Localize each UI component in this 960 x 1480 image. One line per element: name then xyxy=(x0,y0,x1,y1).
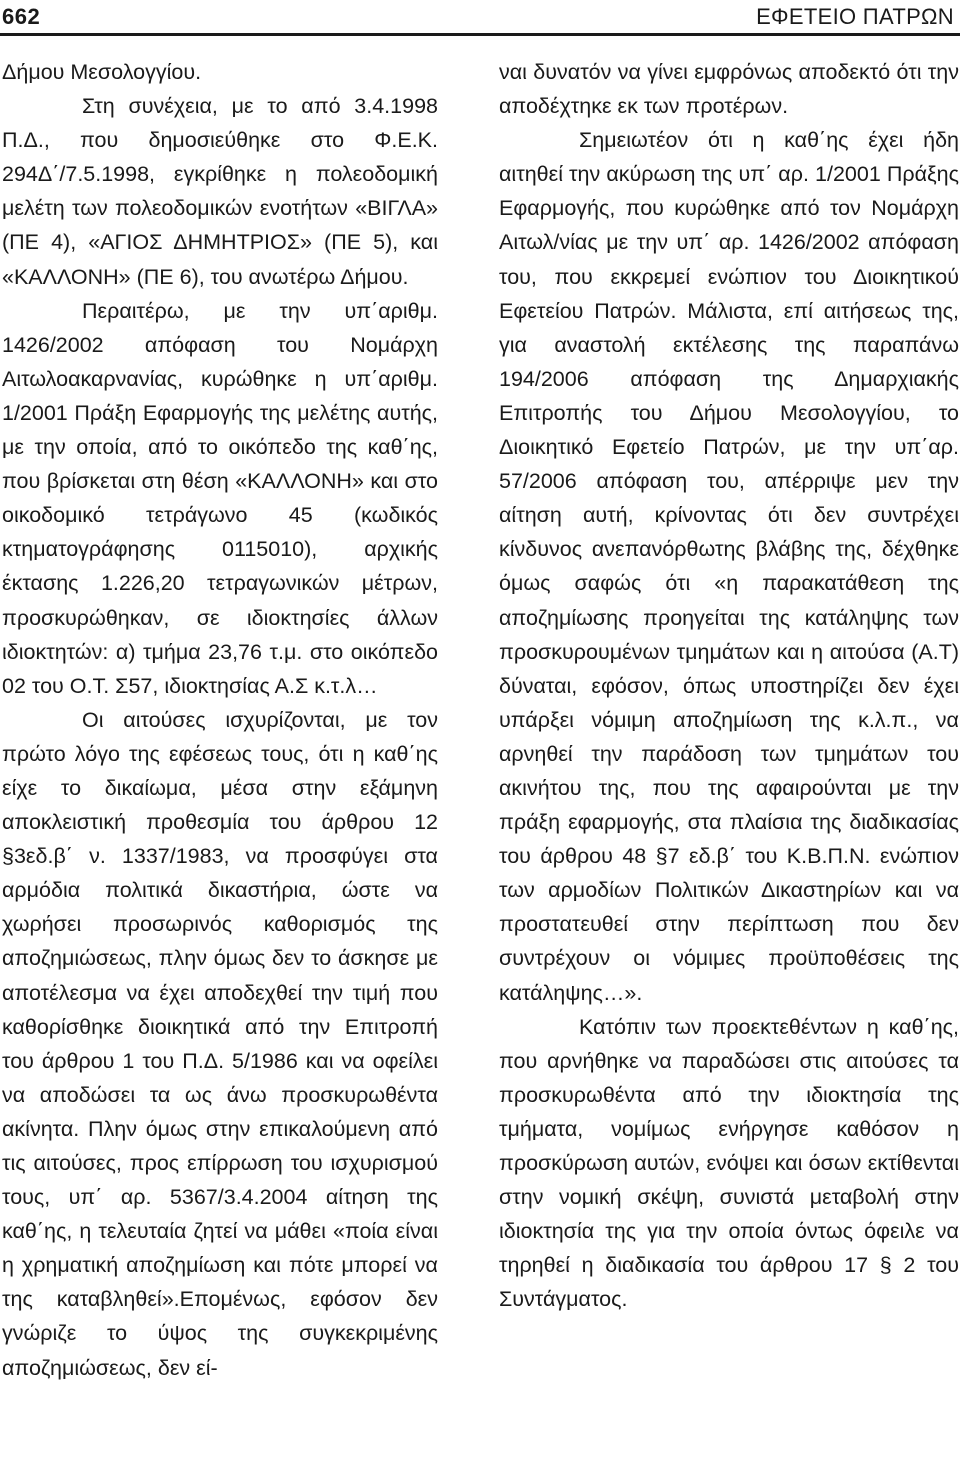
paragraph: Δήμου Μεσολογγίου. xyxy=(2,60,202,84)
paragraph: Περαιτέρω, με την υπ΄αριθμ. 1426/2002 απόφαση του Νομάρχη Αιτωλοακαρνανίας, κυρώθηκε η υπ΄αριθμ. 1/2001 Πράξη Εφαρμογής της μελέτης αυτής, με την οποία, από το οικόπεδο της καθ΄ης, που βρίσκεται στη θέση «ΚΑΛΛΟΝΗ» και στο οικοδομικό τετράγωνο 45 (κωδικός κτηματογράφησης 0115010), αρχικής έκτασης 1.226,20 τετραγωνικών μέτρων, προσκυρώθηκαν, σε ιδιοκτησίες άλλων ιδιοκτητών: α) τμήμα 23,76 τ.μ. στο οικόπεδο 02 του Ο.Τ. Σ57, ιδιοκτησίας Α.Σ κ.τ.λ… xyxy=(2,298,438,698)
journal-title: ΕΦΕΤΕΙΟ ΠΑΤΡΩΝ xyxy=(756,4,954,29)
paragraph: Στη συνέχεια, με το από 3.4.1998 Π.Δ., που δημοσιεύθηκε στο Φ.Ε.Κ. 294Δ΄/7.5.1998, εγκρίθηκε η πολεοδομική μελέτη των πολεοδομικών ενοτήτων «ΒΙΓΛΑ» (ΠΕ 4), «ΑΓΙΟΣ ΔΗΜΗΤΡΙΟΣ» (ΠΕ 5), και «ΚΑΛΛΟΝΗ» (ΠΕ 6), του ανωτέρω Δήμου. xyxy=(2,94,438,289)
right-column xyxy=(499,55,959,1316)
paragraph: Σημειωτέον ότι η καθ΄ης έχει ήδη αιτηθεί την ακύρωση της υπ΄ αρ. 1/2001 Πράξης Εφαρμογής, που κυρώθηκε από τον Νομάρχη Αιτωλ/νίας με την υπ΄ αρ. 1426/2002 απόφαση του, που εκκρεμεί ενώπιον του Διοικητικού Εφετείου Πατρών. Μάλιστα, επί αιτήσεως της, για αναστολή εκτέλεσης της παραπάνω 194/2006 απόφαση της Δημαρχιακής Επιτροπής του Δήμου Μεσολογγίου, το Διοικητικό Εφετείο Πατρών, με την υπ΄αρ. 57/2006 απόφαση του, απέρριψε μεν την αίτηση αυτή, κρίνοντας ότι δεν συντρέχει κίνδυνος ανεπανόρθωτης βλάβης της, δέχθηκε όμως σαφώς ότι «η παρακατάθεση της αποζημίωσης προηγείται της κατάληψης των προσκυρουμένων τμημάτων και η αιτούσα (Α.Τ) δύναται, εφόσον, όπως υποστηρίζει δεν έχει υπάρξει νόμιμη αποζημίωση της κ.λ.π., να αρνηθεί την παράδοση των τμημάτων του ακινήτου της, που της αφαιρούνται με την πράξη εφαρμογής, στα πλαίσια της διαδικασίας του άρθρου 48 §7 εδ.β΄ του Κ.Β.Π.Ν. ενώπιον των αρμοδίων Πολιτικών Δικαστηρίων και να προστατευθεί στην περίπτωση που δεν συντρέχουν οι νόμιμες προϋποθέσεις της κατάληψης…». xyxy=(499,128,959,1005)
header-rule xyxy=(0,33,960,36)
paragraph: ναι δυνατόν να γίνει εμφρόνως αποδεκτό ότι την αποδέχτηκε εκ των προτέρων. xyxy=(499,60,959,119)
page-header xyxy=(0,0,960,34)
paragraph: Οι αιτούσες ισχυρίζονται, με τον πρώτο λόγο της εφέσεως τους, ότι η καθ΄ης είχε το δικαίωμα, μέσα στην εξάμηνη αποκλειστική προθεσμία του άρθρου 12 §3εδ.β΄ ν. 1337/1983, να προσφύγει στα αρμόδια πολιτικά δικαστήρια, ώστε να χωρήσει προσωρινός καθορισμός της αποζημιώσεως, πλην όμως δεν το άσκησε με αποτέλεσμα να έχει αποδεχθεί την τιμή που καθορίσθηκε διοικητικά από την Επιτροπή του άρθρου 1 του Π.Δ. 5/1986 και να οφείλει να αποδώσει τα ως άνω προσκυρωθέντα ακίνητα. Πλην όμως στην επικαλούμενη από τις αιτούσες, προς επίρρωση του ισχυρισμού τους, υπ΄ αρ. 5367/3.4.2004 αίτηση της καθ΄ης, η τελευταία ζητεί να μάθει «ποία είναι η χρηματική αποζημίωση και πότε μπορεί να της καταβληθεί».Επομένως, εφόσον δεν γνώριζε το ύψος της συγκεκριμένης αποζημιώσεως, δεν εί- xyxy=(2,707,438,1380)
page-number: 662 xyxy=(2,4,41,29)
paragraph: Κατόπιν των προεκτεθέντων η καθ΄ης, που αρνήθηκε να παραδώσει στις αιτούσες τα προσκυρωθέντα από την ιδιοκτησία της τμήματα, νομίμως ενήργησε καθόσον η προσκύρωση αυτών, ενόψει και όσων εκτίθενται στην νομική σκέψη, συνιστά μεταβολή στην ιδιοκτησία της για την οποία όντως όφειλε να τηρηθεί η διαδικασία του άρθρου 17 § 2 του Συντάγματος. xyxy=(499,1014,959,1312)
left-column xyxy=(2,55,438,1385)
